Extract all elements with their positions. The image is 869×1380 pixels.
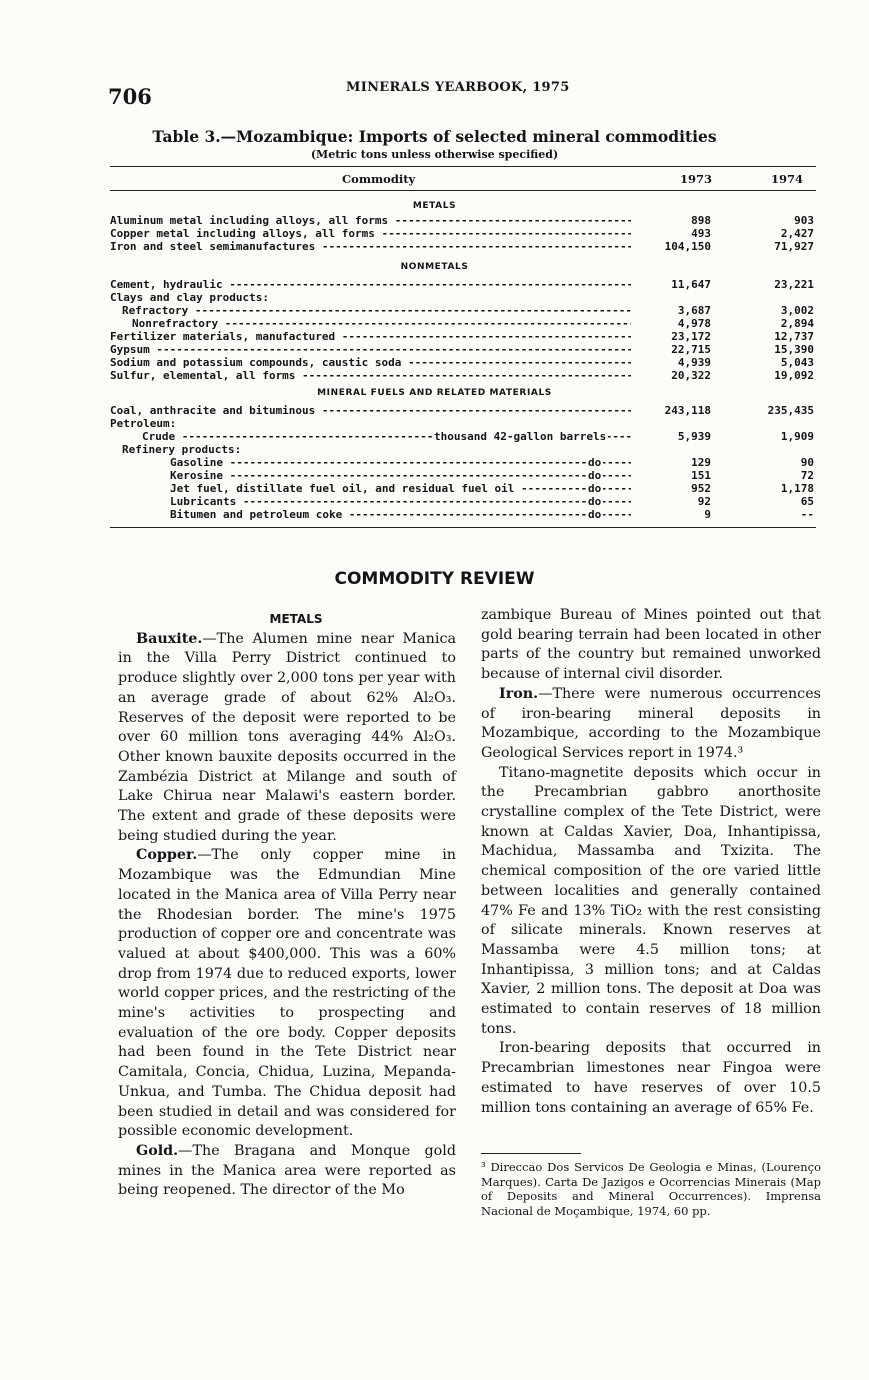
row-value-1973: 4,939	[677, 356, 711, 369]
bauxite-title: Bauxite.	[136, 630, 203, 647]
commodity-review-heading: COMMODITY REVIEW	[334, 569, 535, 589]
row-value-1973: 11,647	[671, 278, 711, 291]
row-value-1974: 90	[800, 456, 814, 469]
copper-paragraph: Copper.—The only copper mine in Mozambique was the Edmundian Mine located in the Manica area of Villa Perry near the Rhodesian border. The mine's 1975 production of copper ore and concentrate was valued at about $400,000. This was a 60% drop from 1974 due to reduced exports, lower world copper prices, and the restricting of the mine's activities to prospecting and evaluation of the ore body. Copper deposits had been found in the Tete District near Camitala, Concia, Chidua, Luzina, Mepanda-Unkua, and Tumba. The Chidua deposit had been studied in detail and was considered for possible economic development.	[118, 847, 456, 1140]
row-value-1974: 1,909	[780, 430, 814, 443]
row-unit: do	[588, 495, 602, 508]
row-label: Cement, hydraulic -----	[110, 278, 631, 291]
table-row	[110, 369, 816, 382]
table-row	[110, 291, 816, 304]
row-value-1973: 5,939	[677, 430, 711, 443]
titano-paragraph: Titano-magnetite deposits which occur in the Precambrian gabbro anorthosite crystalline complex of the Tete District, were known at Caldas Xavier, Doa, Inhantipissa, Machidua, Massamba and Txizita. The chemical composition of the ore varied little between localities and generally contained 47% Fe and 13% TiO₂ with the rest consisting of silicate minerals. Known reserves at Massamba were 4.5 million tons; at Inhantipissa, 3 million tons; and at Caldas Xavier, 2 million tons. The deposit at Doa was estimated to contain reserves of 18 million tons.	[481, 764, 821, 1037]
table-header-rule	[110, 190, 816, 191]
row-value-1973: 92	[697, 495, 711, 508]
row-value-1973: 952	[691, 482, 711, 495]
row-label: Nonrefractory -----	[110, 317, 631, 330]
row-label: Clays and clay products:	[110, 291, 269, 304]
table-title: Table 3.—Mozambique: Imports of selected mineral commodities	[152, 127, 717, 146]
right-column	[481, 606, 821, 1118]
page-number: 706	[108, 84, 152, 109]
table-bottom-rule	[110, 527, 816, 528]
row-unit: do	[588, 456, 602, 469]
footnote: ³ Direccao Dos Servicos De Geologia e Minas, (Lourenço Marques). Carta De Jazigos e Ocorrencias Minerais (Map of Deposits and Mineral Occurrences). Imprensa Nacional de Moçambique, 1974, 60 pp.	[481, 1160, 821, 1218]
ironbearing-paragraph: Iron-bearing deposits that occurred in Precambrian limestones near Fingoa were estimated to have reserves of over 10.5 million tons containing an average of 65% Fe.	[481, 1040, 821, 1116]
row-value-1973: 493	[691, 227, 711, 240]
row-value-1974: 1,178	[780, 482, 814, 495]
table-row	[110, 456, 816, 469]
table-subtitle: (Metric tons unless otherwise specified)	[310, 148, 559, 161]
row-label: Gypsum -----	[110, 343, 631, 356]
row-label: Lubricants -----	[110, 495, 631, 508]
row-value-1974: 3,002	[780, 304, 814, 317]
section-label-metals: METALS	[412, 201, 457, 211]
column-header-1974: 1974	[771, 172, 804, 186]
table-row	[110, 430, 816, 443]
table-row	[110, 240, 816, 253]
table-row	[110, 214, 816, 227]
row-value-1973: 129	[691, 456, 711, 469]
table-row	[110, 443, 816, 456]
gold-paragraph-continued: zambique Bureau of Mines pointed out that gold bearing terrain had been located in other parts of the country but remained unworked because of internal civil disorder.	[481, 607, 821, 683]
row-value-1974: 65	[800, 495, 814, 508]
row-value-1973: 23,172	[671, 330, 711, 343]
row-value-1974: 71,927	[774, 240, 814, 253]
row-label: Sulfur, elemental, all forms -----	[110, 369, 631, 382]
row-value-1973: 243,118	[664, 404, 711, 417]
running-title: MINERALS YEARBOOK, 1975	[346, 80, 570, 95]
table-row	[110, 278, 816, 291]
metals-heading: METALS	[269, 612, 323, 626]
iron-title: Iron.	[499, 685, 539, 702]
section-label-nonmetals: NONMETALS	[400, 262, 469, 272]
row-value-1973: 104,150	[664, 240, 711, 253]
row-value-1973: 3,687	[677, 304, 711, 317]
row-value-1974: 235,435	[767, 404, 814, 417]
table-row	[110, 227, 816, 240]
row-value-1973: 20,322	[671, 369, 711, 382]
table-top-rule	[110, 166, 816, 167]
table-row	[110, 495, 816, 508]
row-value-1973: 22,715	[671, 343, 711, 356]
table-row	[110, 508, 816, 521]
iron-paragraph: Iron.—There were numerous occurrences of iron-bearing mineral deposits in Mozambique, according to the Mozambique Geological Services report in 1974.³	[481, 685, 821, 761]
row-unit: do	[588, 482, 602, 495]
row-value-1973: 4,978	[677, 317, 711, 330]
row-value-1974: --	[800, 508, 814, 521]
row-label: Refinery products:	[122, 443, 242, 456]
table-row	[110, 482, 816, 495]
gold-paragraph: Gold.—The Bragana and Monque gold mines in the Manica area were reported as being reopened. The director of the Mo	[118, 1142, 456, 1199]
row-label: Bitumen and petroleum coke -----	[110, 508, 631, 521]
table-row	[110, 417, 816, 430]
table-row	[110, 404, 816, 417]
row-unit: do	[588, 508, 602, 521]
row-label: Sodium and potassium compounds, caustic soda -----	[110, 356, 631, 369]
row-label: Crude -----	[110, 430, 631, 443]
row-value-1973: 9	[704, 508, 711, 521]
row-value-1974: 23,221	[774, 278, 814, 291]
table-row	[110, 304, 816, 317]
footnote-rule	[481, 1153, 581, 1154]
row-value-1974: 15,390	[774, 343, 814, 356]
row-unit: do	[588, 469, 602, 482]
row-value-1974: 12,737	[774, 330, 814, 343]
row-label: Petroleum:	[110, 417, 177, 430]
column-header-commodity: Commodity	[342, 172, 416, 186]
table-row	[110, 317, 816, 330]
row-value-1974: 2,427	[780, 227, 814, 240]
row-label: Aluminum metal including alloys, all forms -----	[110, 214, 631, 227]
gold-title: Gold.	[136, 1142, 179, 1159]
row-label: Copper metal including alloys, all forms -----	[110, 227, 631, 240]
row-label: Iron and steel semimanufactures -----	[110, 240, 631, 253]
row-label: Kerosine -----	[110, 469, 631, 482]
column-header-1973: 1973	[680, 172, 713, 186]
bauxite-paragraph: Bauxite.—The Alumen mine near Manica in the Villa Perry District continued to produce slightly over 2,000 tons per year with an average grade of about 62% Al₂O₃. Reserves of the deposit were reported to be over 60 million tons averaging 44% Al₂O₃. Other known bauxite deposits occurred in the Zambézia District at Milange and south of Lake Chirua near Malawi's eastern border. The extent and grade of these deposits were being studied during the year.	[118, 630, 456, 844]
table-row	[110, 343, 816, 356]
row-value-1973: 898	[691, 214, 711, 227]
row-value-1973: 151	[691, 469, 711, 482]
row-label: Jet fuel, distillate fuel oil, and residual fuel oil -----	[110, 482, 631, 495]
section-label-fuels: MINERAL FUELS AND RELATED MATERIALS	[317, 388, 552, 398]
row-label: Gasoline -----	[110, 456, 631, 469]
row-label: Fertilizer materials, manufactured -----	[110, 330, 631, 343]
row-unit: thousand 42-gallon barrels	[434, 430, 607, 443]
row-value-1974: 19,092	[774, 369, 814, 382]
table-row	[110, 469, 816, 482]
row-value-1974: 903	[794, 214, 814, 227]
row-label: Coal, anthracite and bituminous -----	[110, 404, 631, 417]
row-label: Refractory -----	[110, 304, 631, 317]
row-value-1974: 72	[800, 469, 814, 482]
copper-title: Copper.	[136, 847, 198, 864]
row-value-1974: 5,043	[780, 356, 814, 369]
row-value-1974: 2,894	[780, 317, 814, 330]
left-column	[118, 610, 456, 1201]
table-row	[110, 330, 816, 343]
table-row	[110, 356, 816, 369]
